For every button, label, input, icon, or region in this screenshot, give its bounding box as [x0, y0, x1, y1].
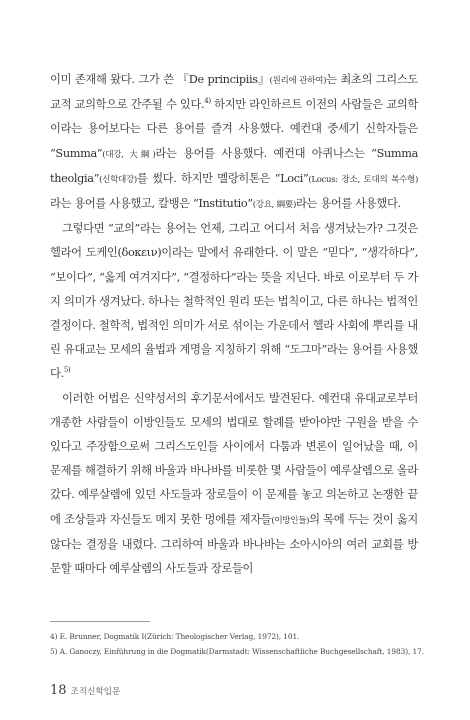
page-footer [50, 683, 120, 698]
footnote-5: 5) A. Ganoczy, Einführung in die Dogmatik(Darmstadt: Wissenschaftliche Buchgesellschaft, 1983), 17. [50, 647, 424, 656]
text-run: 이러한 어법은 신약성서의 후기문서에서도 발견된다. 예컨대 유대교로부터 개종한 사람들이 이방인들도 모세의 법대로 할례를 받아야만 구원을 받을 수 있다고 주장함으로써 그리스도인들 사이에서 다툼과 변론이 일어났을 때, 이 문제를 해결하기 위해 바울과 바나바를 비롯한 몇 사람들이 예루살렘으로 올라갔다. 예루살렘에 있던 사도들과 장로들이 이 문제를 놓고 의논하고 논쟁한 끝에 조상들과 자신들도 메지 못한 멍에를 제자들 [50, 391, 418, 526]
text-run: 를 썼다. 하지만 멜랑히톤은 “Loci” [136, 171, 309, 185]
footnote-ref: 4) [204, 97, 211, 106]
paragraph [50, 68, 418, 217]
footnote-4: 4) E. Brunner, Dogmatik I(Zürich: Theologischer Verlag, 1972), 101. [50, 632, 300, 641]
body-text [50, 68, 418, 581]
text-run: 이미 존재해 왔다. 그가 쓴 『De principiis』 [50, 73, 270, 86]
gloss-text: (이방인들) [271, 515, 310, 526]
footnote-ref: 5) [63, 366, 71, 375]
gloss-text: (신학대강) [99, 174, 137, 185]
text-run: 라는 용어를 사용했고, 칼뱅은 “Institutio” [50, 197, 253, 211]
gloss-text: (Locus: 장소, 토대의 복수형) [308, 174, 418, 185]
footnote-divider [50, 621, 150, 622]
text-run: 라는 용어를 사용했다. 예컨대 아퀴나스는 “Summa theolgia” [50, 146, 418, 185]
gloss-text: (강요, 綱要) [252, 200, 296, 211]
gloss-text: (원리에 관하여) [269, 76, 327, 86]
text-run: 의 목에 두는 것이 옳지 않다는 결정을 내렸다. 그리하여 바울과 바나바는 소아시아의 여러 교회를 방문할 때마다 예루살렘의 사도들과 장로들이 [50, 512, 418, 576]
footnotes [50, 629, 424, 659]
paragraph [50, 217, 418, 386]
page-number: 18 [50, 683, 67, 698]
gloss-text: (대강, 大綱) [102, 149, 156, 160]
text-run: 그렇다면 “교의”라는 용어는 언제, 그리고 어디서 처음 생겨났는가? 그것은 헬라어 도케인(δοκειν)이라는 말에서 유래한다. 이 말은 “믿다”, “생각하다”, “보이다”, “옳게 여겨지다”, “결정하다”라는 뜻을 지닌다. 바로 이로부터 두 가지 의미가 생겨났다. 하나는 철학적인 원리 또는 법칙이고, 다른 하나는 법적인 결정이다. 철학적, 법적인 의미가 서로 섞이는 가운데서 헬라 사회에 뿌리를 내린 유대교는 모세의 율법과 계명을 지칭하기 위해 “도그마”라는 용어를 사용했다. [50, 222, 418, 381]
text-run: 라는 용어를 사용했다. [295, 197, 401, 211]
book-title: 조직신학입문 [70, 687, 121, 697]
text-run: 하지만 라인하르트 이전의 사람들은 교의학이라는 용어보다는 다른 용어를 즐겨 사용했다. 예컨대 중세기 신학자들은 “Summa” [50, 98, 418, 160]
text-run: 는 최초의 그리스도교적 교의학으로 간주될 수 있다. [50, 73, 418, 112]
paragraph [50, 387, 418, 582]
